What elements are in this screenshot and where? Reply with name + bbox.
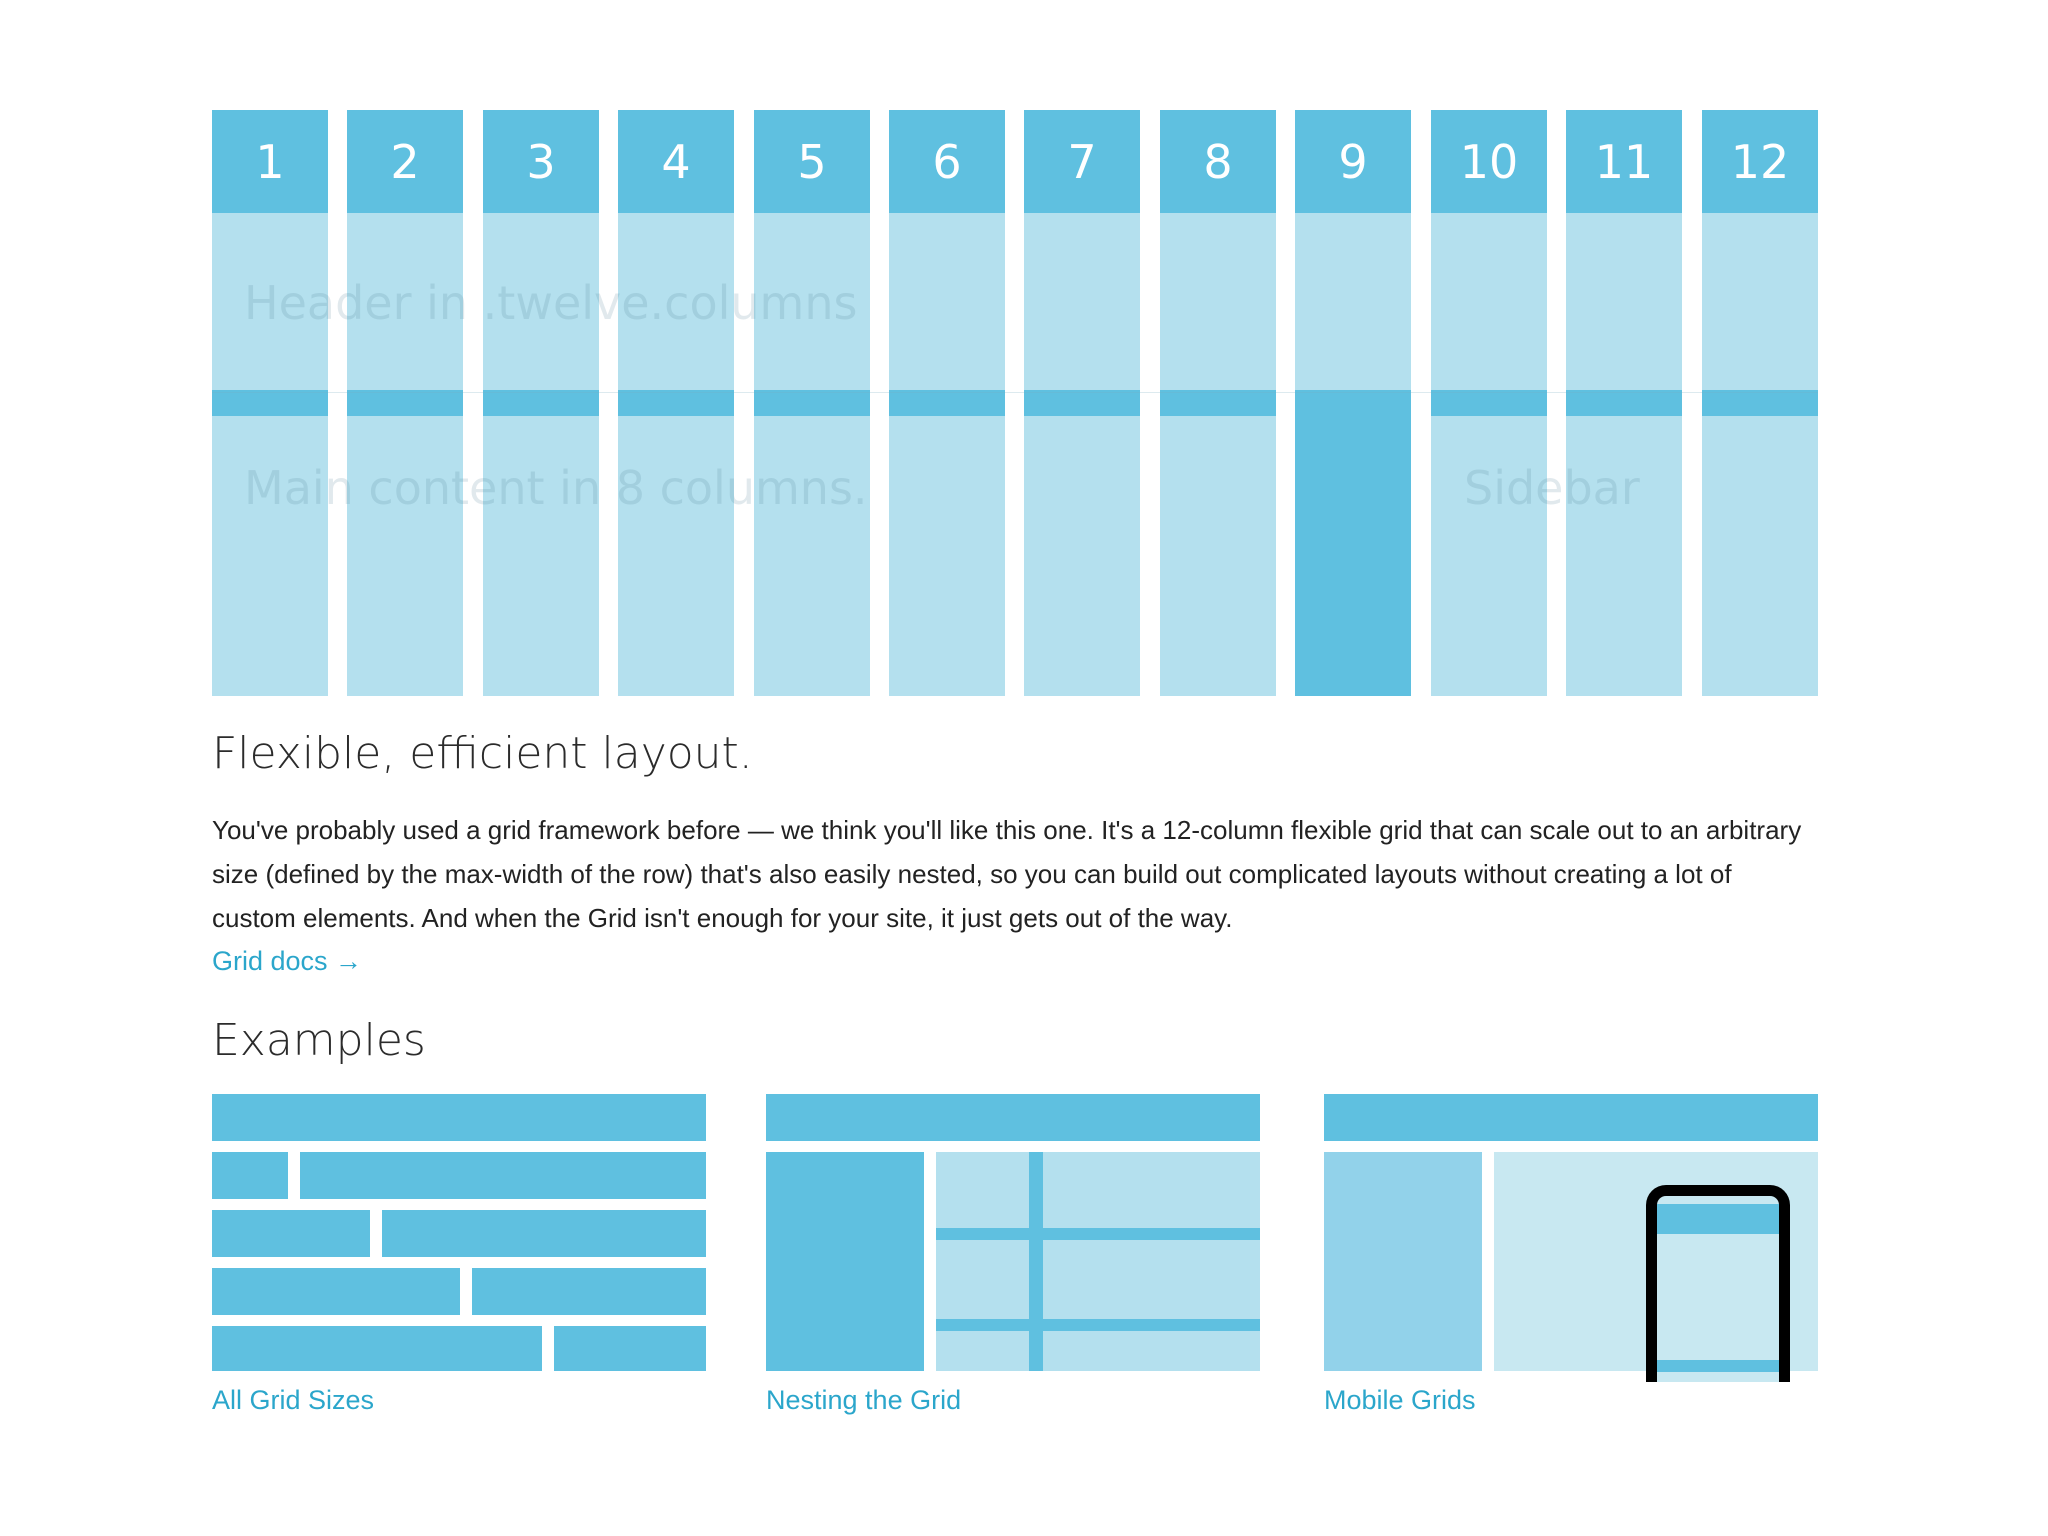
- nested-vertical-divider: [1029, 1152, 1043, 1371]
- nesting-the-grid-link[interactable]: Nesting the Grid: [766, 1385, 962, 1415]
- column-lower-band: [618, 416, 734, 696]
- column-upper-band: [1431, 213, 1547, 390]
- grid-column: [347, 110, 463, 696]
- example-card-all-grid-sizes: [212, 1094, 706, 1415]
- column-divider: [212, 390, 328, 416]
- grid-column: [618, 110, 734, 696]
- examples-title: Examples: [212, 1015, 426, 1066]
- grid-column: [1702, 110, 1818, 696]
- column-number: 6: [889, 110, 1005, 213]
- column-divider: [1566, 390, 1682, 416]
- column-number: 4: [618, 110, 734, 213]
- column-divider: [889, 390, 1005, 416]
- column-lower-band: [1160, 416, 1276, 696]
- layout-bar: [382, 1210, 706, 1257]
- column-upper-band: [1024, 213, 1140, 390]
- column-divider: [754, 390, 870, 416]
- nested-horizontal-divider: [936, 1319, 1260, 1331]
- header-label: Header in .twelve.columns: [244, 276, 858, 330]
- sidebar-label: Sidebar: [1464, 461, 1640, 515]
- grid-docs-link[interactable]: Grid docs →: [212, 946, 363, 976]
- layout-bar: [212, 1152, 288, 1199]
- column-number: 9: [1295, 110, 1411, 213]
- layout-block: [1324, 1152, 1482, 1371]
- grid-column: [212, 110, 328, 696]
- column-divider: [618, 390, 734, 416]
- column-number: 11: [1566, 110, 1682, 213]
- nesting-the-grid-thumbnail[interactable]: [766, 1094, 1260, 1371]
- layout-bar: [766, 1094, 1260, 1141]
- column-upper-band: [1702, 213, 1818, 390]
- phone-footer-bar: [1657, 1360, 1779, 1372]
- column-lower-band: [483, 416, 599, 696]
- column-lower-band: [212, 416, 328, 696]
- grid-column: [1566, 110, 1682, 696]
- mobile-grids-thumbnail[interactable]: [1324, 1094, 1818, 1371]
- layout-bar: [212, 1210, 370, 1257]
- column-number: 1: [212, 110, 328, 213]
- column-divider: [1431, 390, 1547, 416]
- layout-block: [766, 1152, 924, 1371]
- all-grid-sizes-thumbnail[interactable]: [212, 1094, 706, 1371]
- layout-bar: [472, 1268, 706, 1315]
- grid-column: [1160, 110, 1276, 696]
- example-card-nesting-the-grid: [766, 1094, 1260, 1415]
- layout-bar: [212, 1268, 460, 1315]
- phone-icon: [1646, 1185, 1790, 1382]
- column-number: 8: [1160, 110, 1276, 213]
- column-number: 10: [1431, 110, 1547, 213]
- column-lower-band: [1295, 416, 1411, 696]
- column-divider: [483, 390, 599, 416]
- column-divider: [1702, 390, 1818, 416]
- layout-bar: [212, 1094, 706, 1141]
- phone-header-bar: [1657, 1204, 1779, 1234]
- column-number: 2: [347, 110, 463, 213]
- column-lower-band: [1024, 416, 1140, 696]
- column-divider: [1024, 390, 1140, 416]
- grid-illustration: [0, 0, 2048, 700]
- all-grid-sizes-link[interactable]: All Grid Sizes: [212, 1385, 375, 1415]
- column-lower-band: [347, 416, 463, 696]
- column-number: 12: [1702, 110, 1818, 213]
- layout-bar: [212, 1326, 542, 1371]
- section-description: You've probably used a grid framework before — we think you'll like this one. It's a 12-column flexible grid that can scale out to an arbitrary size (defined by the max-width of the row) that's also easily nested, so you can build out complicated layouts without creating a lot of custom elements. And when the Grid isn't enough for your site, it just gets out of the way.: [212, 815, 1802, 933]
- column-divider: [1295, 390, 1411, 416]
- nested-horizontal-divider: [936, 1228, 1260, 1240]
- grid-column-highlighted: [1295, 110, 1411, 696]
- column-lower-band: [1431, 416, 1547, 696]
- column-divider: [1160, 390, 1276, 416]
- nested-grid-area: [936, 1152, 1260, 1371]
- column-number: 3: [483, 110, 599, 213]
- column-lower-band: [889, 416, 1005, 696]
- layout-bar: [554, 1326, 706, 1371]
- column-lower-band: [754, 416, 870, 696]
- column-upper-band: [1295, 213, 1411, 390]
- layout-bar: [300, 1152, 706, 1199]
- grid-column: [483, 110, 599, 696]
- header-rule: [212, 392, 1818, 393]
- column-number: 7: [1024, 110, 1140, 213]
- layout-bar: [1324, 1094, 1818, 1141]
- column-upper-band: [1566, 213, 1682, 390]
- example-card-mobile-grids: [1324, 1094, 1818, 1415]
- column-upper-band: [889, 213, 1005, 390]
- column-lower-band: [1566, 416, 1682, 696]
- mobile-grids-link[interactable]: Mobile Grids: [1324, 1385, 1476, 1415]
- grid-column: [889, 110, 1005, 696]
- column-divider: [347, 390, 463, 416]
- grid-column: [1431, 110, 1547, 696]
- main-content-label: Main content in 8 columns.: [244, 461, 868, 515]
- grid-column: [754, 110, 870, 696]
- section-title: Flexible, efficient layout.: [212, 728, 753, 779]
- column-lower-band: [1702, 416, 1818, 696]
- column-upper-band: [1160, 213, 1276, 390]
- grid-column: [1024, 110, 1140, 696]
- column-number: 5: [754, 110, 870, 213]
